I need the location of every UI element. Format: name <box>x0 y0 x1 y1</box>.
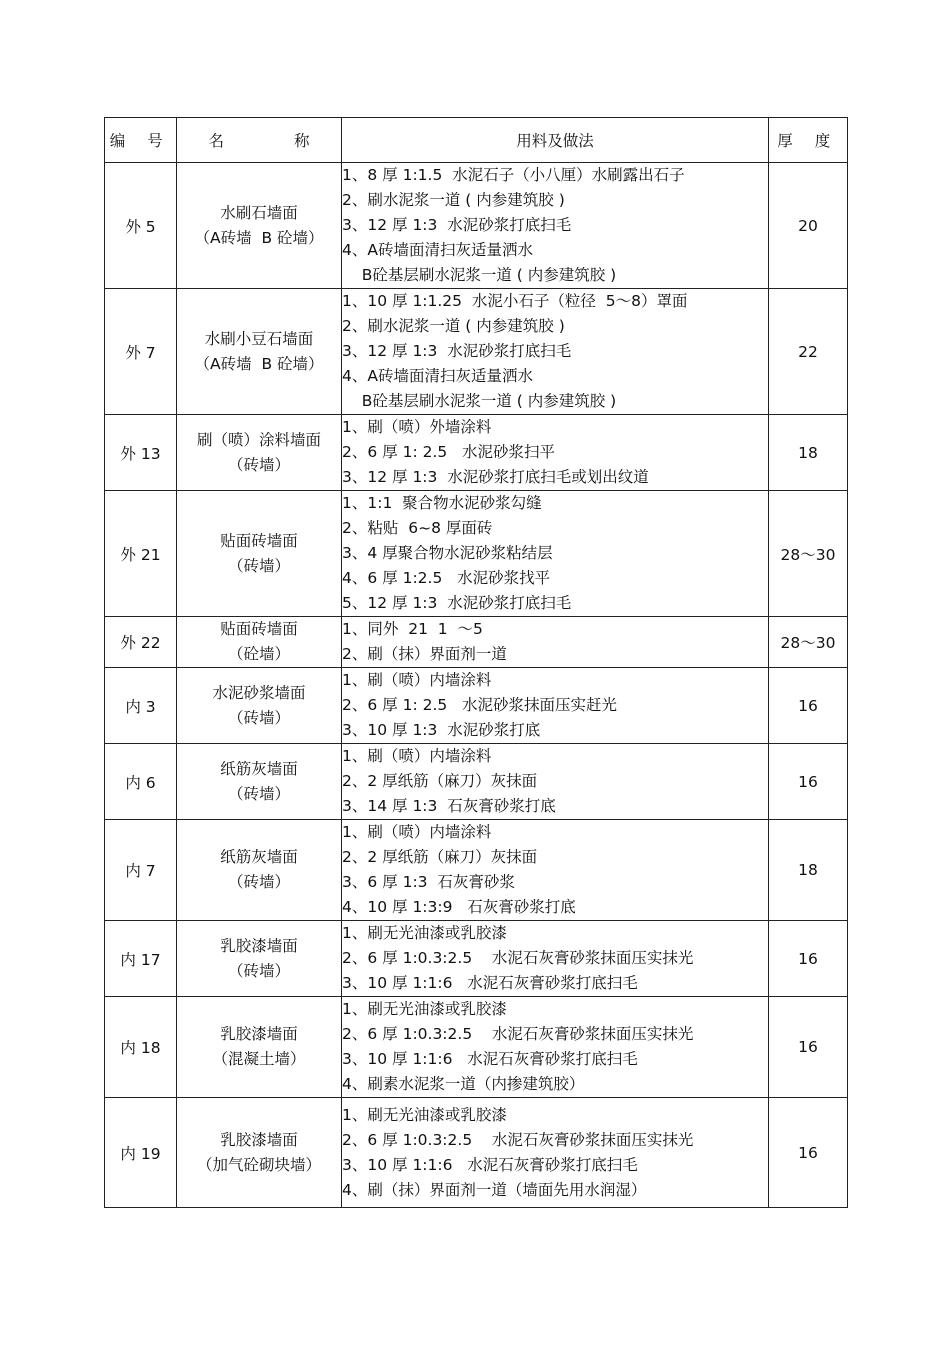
material-step: B砼基层刷水泥浆一道 ( 内参建筑胶 ) <box>342 392 617 410</box>
material-step: 3、12 厚 1:3 水泥砂浆打底扫毛 <box>342 216 572 234</box>
table-body <box>105 163 848 1208</box>
header-thickness: 厚 度 <box>769 118 848 163</box>
material-step: 2、6 厚 1:0.3:2.5 水泥石灰膏砂浆抹面压实抹光 <box>342 1130 694 1149</box>
row-materials <box>342 921 769 997</box>
row-code: 外 13 <box>105 415 177 491</box>
material-step: 4、刷（抹）界面剂一道（墙面先用水润湿） <box>342 1180 647 1199</box>
material-step: 2、6 厚 1:0.3:2.5 水泥石灰膏砂浆抹面压实抹光 <box>342 1025 694 1043</box>
row-code: 内 6 <box>105 744 177 820</box>
table-row <box>105 744 848 820</box>
table-row <box>105 617 848 668</box>
finish-schedule-table <box>104 117 848 1208</box>
row-name-line: 水泥砂浆墙面 <box>212 683 306 702</box>
row-thickness: 18 <box>769 820 848 921</box>
material-step: 4、A砖墙面清扫灰适量洒水 <box>342 241 533 259</box>
row-name-line: （砖墙） <box>227 708 290 727</box>
row-name-line: （A砖墙 B 砼墙） <box>194 354 324 373</box>
material-step: 3、12 厚 1:3 水泥砂浆打底扫毛 <box>342 342 572 360</box>
row-name <box>177 289 342 415</box>
row-name-line: （砖墙） <box>227 873 290 891</box>
table-row <box>105 1098 848 1208</box>
row-name-line: （A砖墙 B 砼墙） <box>194 228 324 247</box>
material-step: 4、刷素水泥浆一道（内掺建筑胶） <box>342 1075 585 1093</box>
material-step: 1、刷无光油漆或乳胶漆 <box>342 924 507 942</box>
material-step: 3、10 厚 1:1:6 水泥石灰膏砂浆打底扫毛 <box>342 1050 638 1068</box>
row-name-line: 乳胶漆墙面 <box>220 1130 298 1149</box>
row-thickness: 16 <box>769 997 848 1098</box>
row-name <box>177 668 342 744</box>
material-step: 2、2 厚纸筋（麻刀）灰抹面 <box>342 848 538 866</box>
material-step: B砼基层刷水泥浆一道 ( 内参建筑胶 ) <box>342 266 617 284</box>
row-materials <box>342 617 769 668</box>
material-step: 1、刷（喷）内墙涂料 <box>342 671 492 689</box>
row-materials <box>342 997 769 1098</box>
header-name: 名 称 <box>177 118 342 163</box>
material-step: 3、14 厚 1:3 石灰膏砂浆打底 <box>342 797 556 815</box>
material-step: 1、1:1 聚合物水泥砂浆勾缝 <box>342 494 542 512</box>
material-step: 2、6 厚 1: 2.5 水泥砂浆抹面压实赶光 <box>342 696 618 714</box>
material-step: 2、刷水泥浆一道 ( 内参建筑胶 ) <box>342 191 565 209</box>
row-thickness: 16 <box>769 921 848 997</box>
row-name-line: 纸筋灰墙面 <box>220 848 298 866</box>
row-name <box>177 744 342 820</box>
row-name-line: （砖墙） <box>227 556 290 575</box>
material-step: 2、6 厚 1:0.3:2.5 水泥石灰膏砂浆抹面压实抹光 <box>342 949 694 967</box>
row-thickness: 28～30 <box>769 491 848 617</box>
row-thickness: 16 <box>769 1098 848 1208</box>
row-name-line: 纸筋灰墙面 <box>220 759 298 778</box>
row-code: 外 5 <box>105 163 177 289</box>
row-name-line: （砖墙） <box>227 961 290 980</box>
row-name <box>177 163 342 289</box>
material-step: 3、6 厚 1:3 石灰膏砂浆 <box>342 873 515 891</box>
row-name-line: 贴面砖墙面 <box>220 620 298 638</box>
table-row <box>105 820 848 921</box>
row-materials <box>342 289 769 415</box>
header-materials: 用料及做法 <box>342 118 769 163</box>
table-header-row <box>105 118 848 163</box>
row-name-line: （加气砼砌块墙） <box>196 1155 321 1174</box>
table-row <box>105 163 848 289</box>
row-code: 内 3 <box>105 668 177 744</box>
material-step: 1、10 厚 1:1.25 水泥小石子（粒径 5～8）罩面 <box>342 292 688 310</box>
row-name-line: （混凝土墙） <box>212 1050 306 1068</box>
row-name-line: 贴面砖墙面 <box>220 531 298 550</box>
row-materials <box>342 163 769 289</box>
material-step: 4、A砖墙面清扫灰适量洒水 <box>342 367 533 385</box>
row-name <box>177 921 342 997</box>
row-code: 内 17 <box>105 921 177 997</box>
row-name <box>177 617 342 668</box>
material-step: 1、刷（喷）外墙涂料 <box>342 418 492 436</box>
table-row <box>105 289 848 415</box>
material-step: 1、同外 21 1 ～5 <box>342 620 483 638</box>
row-name <box>177 997 342 1098</box>
row-name <box>177 415 342 491</box>
row-name-line: 刷（喷）涂料墙面 <box>196 430 321 449</box>
row-code: 外 22 <box>105 617 177 668</box>
row-name-line: （砼墙） <box>227 645 290 663</box>
row-materials <box>342 415 769 491</box>
table-row <box>105 415 848 491</box>
row-thickness: 20 <box>769 163 848 289</box>
row-name-line: 水刷小豆石墙面 <box>204 329 314 348</box>
material-step: 1、刷（喷）内墙涂料 <box>342 823 492 841</box>
material-step: 3、10 厚 1:1:6 水泥石灰膏砂浆打底扫毛 <box>342 1155 638 1174</box>
row-name-line: （砖墙） <box>227 784 290 803</box>
row-materials <box>342 820 769 921</box>
row-thickness: 18 <box>769 415 848 491</box>
row-code: 内 19 <box>105 1098 177 1208</box>
row-code: 外 21 <box>105 491 177 617</box>
material-step: 3、4 厚聚合物水泥砂浆粘结层 <box>342 544 553 562</box>
row-code: 外 7 <box>105 289 177 415</box>
row-thickness: 28～30 <box>769 617 848 668</box>
row-name <box>177 820 342 921</box>
header-code: 编 号 <box>105 118 177 163</box>
material-step: 4、6 厚 1:2.5 水泥砂浆找平 <box>342 569 551 587</box>
material-step: 1、刷无光油漆或乳胶漆 <box>342 1000 507 1018</box>
row-materials <box>342 491 769 617</box>
table-row <box>105 491 848 617</box>
material-step: 2、刷（抹）界面剂一道 <box>342 645 507 663</box>
row-thickness: 22 <box>769 289 848 415</box>
material-step: 2、6 厚 1: 2.5 水泥砂浆扫平 <box>342 443 556 461</box>
table-row <box>105 668 848 744</box>
material-step: 3、12 厚 1:3 水泥砂浆打底扫毛或划出纹道 <box>342 468 649 486</box>
table-row <box>105 921 848 997</box>
row-thickness: 16 <box>769 744 848 820</box>
material-step: 3、10 厚 1:3 水泥砂浆打底 <box>342 721 541 739</box>
row-name-line: 乳胶漆墙面 <box>220 1025 298 1043</box>
material-step: 3、10 厚 1:1:6 水泥石灰膏砂浆打底扫毛 <box>342 974 638 992</box>
row-name-line: 水刷石墙面 <box>220 203 298 222</box>
row-materials <box>342 1098 769 1208</box>
material-step: 2、2 厚纸筋（麻刀）灰抹面 <box>342 772 538 790</box>
material-step: 2、刷水泥浆一道 ( 内参建筑胶 ) <box>342 317 565 335</box>
table-row <box>105 997 848 1098</box>
row-code: 内 18 <box>105 997 177 1098</box>
material-step: 2、粘贴 6~8 厚面砖 <box>342 519 493 537</box>
row-name <box>177 491 342 617</box>
material-step: 4、10 厚 1:3:9 石灰膏砂浆打底 <box>342 898 576 916</box>
material-step: 5、12 厚 1:3 水泥砂浆打底扫毛 <box>342 594 572 612</box>
row-thickness: 16 <box>769 668 848 744</box>
material-step: 1、8 厚 1:1.5 水泥石子（小八厘）水刷露出石子 <box>342 166 685 184</box>
row-materials <box>342 668 769 744</box>
row-materials <box>342 744 769 820</box>
row-name <box>177 1098 342 1208</box>
row-code: 内 7 <box>105 820 177 921</box>
row-name-line: （砖墙） <box>227 455 290 474</box>
material-step: 1、刷无光油漆或乳胶漆 <box>342 1105 507 1124</box>
material-step: 1、刷（喷）内墙涂料 <box>342 747 492 765</box>
row-name-line: 乳胶漆墙面 <box>220 936 298 955</box>
